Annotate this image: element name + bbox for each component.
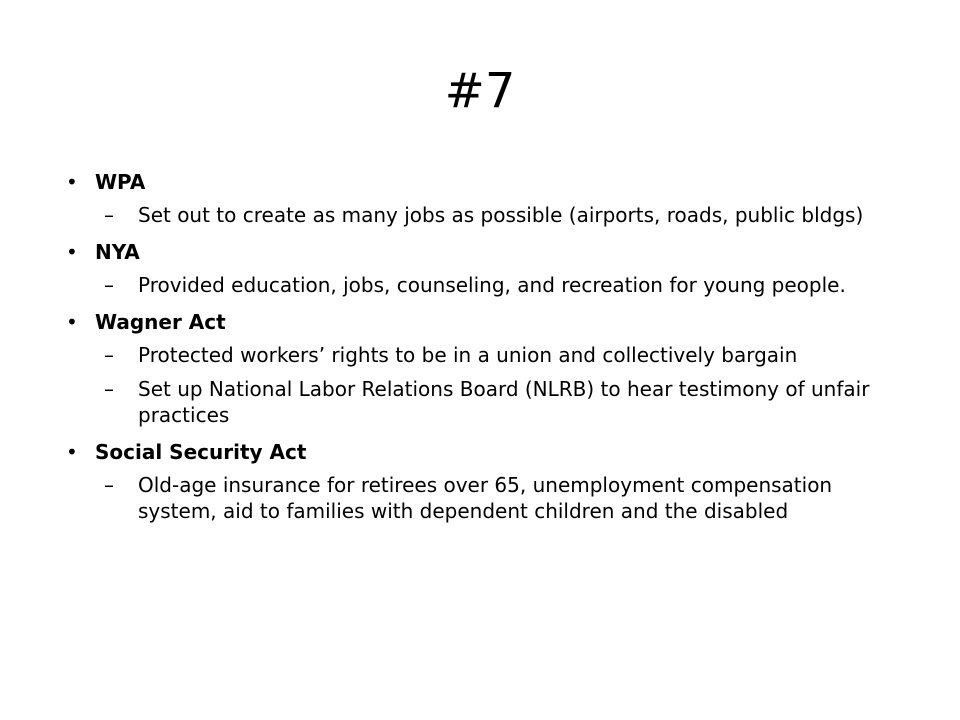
sub-item-text: Old-age insurance for retirees over 65, unemployment compensation system, aid to families with dependent children and the disabled — [138, 473, 833, 523]
heading-text: NYA — [95, 240, 140, 264]
sub-item — [66, 376, 896, 428]
dash-icon: – — [104, 377, 114, 401]
bullet-heading — [66, 306, 896, 338]
sub-list — [66, 272, 896, 298]
sub-item-text: Set out to create as many jobs as possible (airports, roads, public bldgs) — [138, 203, 864, 227]
sub-list — [66, 202, 896, 228]
heading-text: WPA — [95, 170, 146, 194]
bullet-heading — [66, 236, 896, 268]
bullet-icon: • — [66, 310, 78, 334]
list-item-social-security-act — [66, 436, 896, 524]
list-item-nya — [66, 236, 896, 298]
dash-icon: – — [104, 343, 114, 367]
bullet-icon: • — [66, 170, 78, 194]
sub-item-text: Protected workers’ rights to be in a union and collectively bargain — [138, 343, 798, 367]
sub-item-text: Set up National Labor Relations Board (NLRB) to hear testimony of unfair practices — [138, 377, 870, 427]
bullet-heading — [66, 436, 896, 468]
bullet-icon: • — [66, 440, 78, 464]
dash-icon: – — [104, 203, 114, 227]
sub-list — [66, 472, 896, 524]
bullet-icon: • — [66, 240, 78, 264]
dash-icon: – — [104, 273, 114, 297]
sub-item — [66, 272, 896, 298]
sub-item — [66, 472, 896, 524]
sub-item-text: Provided education, jobs, counseling, and recreation for young people. — [138, 273, 846, 297]
slide-title: #7 — [444, 63, 516, 119]
list-item-wagner-act — [66, 306, 896, 428]
heading-text: Wagner Act — [95, 310, 226, 334]
bullet-list — [66, 166, 896, 532]
bullet-heading — [66, 166, 896, 198]
sub-list — [66, 342, 896, 428]
list-item-wpa — [66, 166, 896, 228]
dash-icon: – — [104, 473, 114, 497]
sub-item — [66, 202, 896, 228]
heading-text: Social Security Act — [95, 440, 307, 464]
sub-item — [66, 342, 896, 368]
